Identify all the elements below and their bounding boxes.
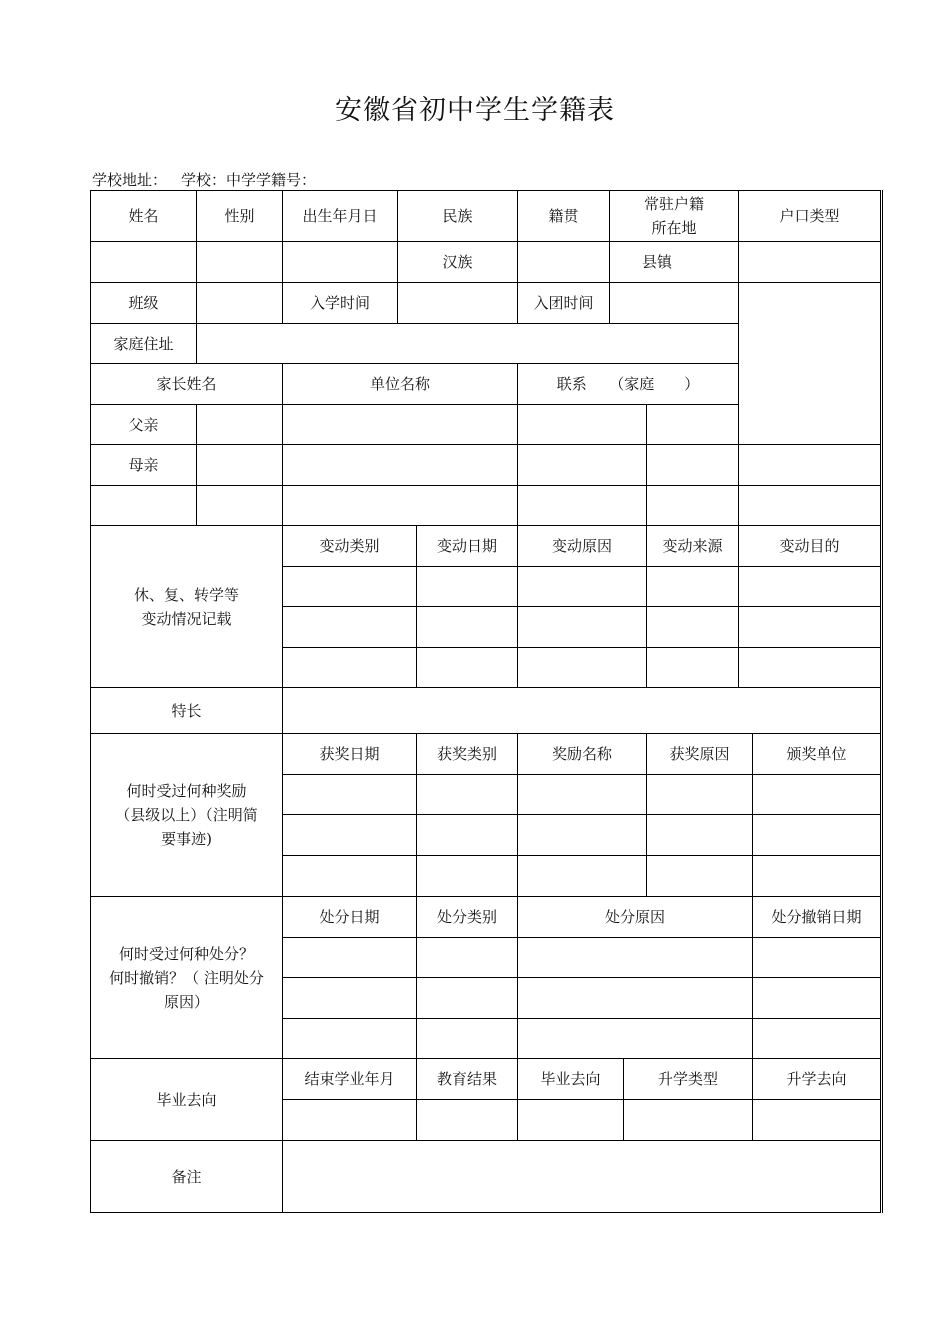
class-label: 班级 bbox=[91, 282, 196, 323]
awards-cell bbox=[646, 855, 752, 896]
specialty-label: 特长 bbox=[91, 687, 282, 733]
awards-cell bbox=[517, 774, 646, 814]
table-outer-edge bbox=[882, 190, 883, 1213]
birth-value bbox=[282, 241, 397, 282]
awards-cell bbox=[282, 774, 416, 814]
form-title: 安徽省初中学生学籍表 bbox=[335, 95, 615, 126]
other-parent-contact-2 bbox=[646, 485, 738, 525]
hukou-header bbox=[609, 191, 738, 241]
student-no-label: 中学学籍号： bbox=[226, 171, 317, 189]
hukou-header-line1: 常驻户籍 bbox=[643, 195, 704, 213]
awards-cell bbox=[416, 774, 517, 814]
punish-cell bbox=[752, 1018, 880, 1058]
mother-contact-1 bbox=[517, 444, 646, 485]
gender-value bbox=[196, 241, 282, 282]
punish-cell bbox=[752, 937, 880, 977]
league-time-label: 入团时间 bbox=[517, 282, 609, 323]
punish-cell bbox=[752, 977, 880, 1018]
graduation-label: 毕业去向 bbox=[91, 1058, 282, 1140]
awards-cell bbox=[646, 814, 752, 855]
mother-extra bbox=[738, 444, 880, 485]
changes-label-line2: 变动情况记载 bbox=[141, 609, 232, 628]
punish-cell bbox=[517, 937, 752, 977]
awards-cell bbox=[416, 855, 517, 896]
awards-header-reason: 获奖原因 bbox=[646, 733, 752, 774]
awards-label bbox=[91, 733, 282, 896]
other-parent-name bbox=[196, 485, 282, 525]
native-value bbox=[517, 241, 609, 282]
changes-label-line1: 休、复、转学等 bbox=[133, 585, 239, 604]
hukou-value: 县镇 bbox=[609, 241, 738, 282]
changes-cell bbox=[517, 566, 646, 606]
punish-label-line2: 何时撤销？（ 注明处分 bbox=[109, 968, 264, 987]
native-header: 籍贯 bbox=[517, 191, 609, 241]
punish-header-date: 处分日期 bbox=[282, 896, 416, 937]
graduation-header-result: 教育结果 bbox=[416, 1058, 517, 1099]
address-label: 家庭住址 bbox=[91, 323, 196, 363]
birth-header: 出生年月日 bbox=[282, 191, 397, 241]
photo-area bbox=[738, 282, 880, 444]
changes-header-reason: 变动原因 bbox=[517, 525, 646, 566]
form-meta bbox=[92, 169, 330, 190]
other-parent-extra bbox=[738, 485, 880, 525]
graduation-header-destination: 毕业去向 bbox=[517, 1058, 623, 1099]
changes-cell bbox=[738, 606, 880, 647]
awards-label-line3: 要事迹) bbox=[161, 830, 212, 848]
changes-cell bbox=[738, 647, 880, 687]
enroll-time-value bbox=[397, 282, 517, 323]
father-contact-2 bbox=[646, 404, 738, 444]
graduation-cell bbox=[517, 1099, 623, 1140]
mother-contact-2 bbox=[646, 444, 738, 485]
awards-label-line1: 何时受过何种奖励 bbox=[126, 782, 247, 800]
punish-cell bbox=[282, 977, 416, 1018]
hukou-type-header: 户口类型 bbox=[738, 191, 880, 241]
graduation-header-type: 升学类型 bbox=[623, 1058, 752, 1099]
other-parent-contact-1 bbox=[517, 485, 646, 525]
punish-label bbox=[91, 896, 282, 1058]
changes-header-purpose: 变动目的 bbox=[738, 525, 880, 566]
changes-cell bbox=[416, 647, 517, 687]
changes-cell bbox=[646, 566, 738, 606]
parent-unit-header: 单位名称 bbox=[282, 363, 517, 404]
changes-cell bbox=[646, 647, 738, 687]
remarks-label: 备注 bbox=[91, 1140, 282, 1212]
specialty-value bbox=[282, 687, 880, 733]
hukou-header-line2: 所在地 bbox=[651, 219, 697, 237]
other-parent-unit bbox=[282, 485, 517, 525]
punish-cell bbox=[282, 1018, 416, 1058]
changes-cell bbox=[282, 647, 416, 687]
punish-label-line1: 何时受过何种处分？ bbox=[118, 944, 254, 963]
changes-cell bbox=[738, 566, 880, 606]
changes-cell bbox=[517, 647, 646, 687]
awards-label-line2: （县级以上）（注明简 bbox=[115, 806, 258, 824]
punish-cell bbox=[416, 937, 517, 977]
father-unit bbox=[282, 404, 517, 444]
punish-cell bbox=[517, 977, 752, 1018]
punish-label-line3: 原因） bbox=[163, 992, 209, 1011]
changes-cell bbox=[416, 566, 517, 606]
name-value bbox=[91, 241, 196, 282]
ethnic-value: 汉族 bbox=[397, 241, 517, 282]
punish-cell bbox=[416, 1018, 517, 1058]
enroll-time-label: 入学时间 bbox=[282, 282, 397, 323]
awards-header-type: 获奖类别 bbox=[416, 733, 517, 774]
awards-cell bbox=[282, 855, 416, 896]
punish-cell bbox=[416, 977, 517, 1018]
awards-header-date: 获奖日期 bbox=[282, 733, 416, 774]
awards-cell bbox=[416, 814, 517, 855]
parent-name-header: 家长姓名 bbox=[91, 363, 282, 404]
awards-cell bbox=[517, 814, 646, 855]
punish-cell bbox=[517, 1018, 752, 1058]
league-time-value bbox=[609, 282, 738, 323]
graduation-cell bbox=[282, 1099, 416, 1140]
awards-cell bbox=[282, 814, 416, 855]
school-label: 学校： bbox=[181, 171, 227, 189]
changes-cell bbox=[282, 566, 416, 606]
mother-unit bbox=[282, 444, 517, 485]
address-value bbox=[196, 323, 738, 363]
changes-header-source: 变动来源 bbox=[646, 525, 738, 566]
graduation-cell bbox=[416, 1099, 517, 1140]
awards-cell bbox=[646, 774, 752, 814]
changes-header-date: 变动日期 bbox=[416, 525, 517, 566]
awards-cell bbox=[752, 814, 880, 855]
changes-header-type: 变动类别 bbox=[282, 525, 416, 566]
graduation-header-end-date: 结束学业年月 bbox=[282, 1058, 416, 1099]
awards-cell bbox=[517, 855, 646, 896]
gender-header: 性别 bbox=[196, 191, 282, 241]
remarks-value bbox=[282, 1140, 880, 1212]
class-value bbox=[196, 282, 282, 323]
father-contact-1 bbox=[517, 404, 646, 444]
register-table bbox=[90, 190, 881, 1213]
graduation-header-school: 升学去向 bbox=[752, 1058, 880, 1099]
school-address-label: 学校地址： bbox=[92, 171, 168, 189]
punish-header-revoke-date: 处分撤销日期 bbox=[752, 896, 880, 937]
father-name bbox=[196, 404, 282, 444]
awards-header-name: 奖励名称 bbox=[517, 733, 646, 774]
punish-header-type: 处分类别 bbox=[416, 896, 517, 937]
changes-cell bbox=[646, 606, 738, 647]
mother-name bbox=[196, 444, 282, 485]
awards-cell bbox=[752, 774, 880, 814]
father-label: 父亲 bbox=[91, 404, 196, 444]
other-parent-label bbox=[91, 485, 196, 525]
changes-cell bbox=[282, 606, 416, 647]
changes-cell bbox=[416, 606, 517, 647]
awards-header-issuer: 颁奖单位 bbox=[752, 733, 880, 774]
hukou-type-value bbox=[738, 241, 880, 282]
awards-cell bbox=[752, 855, 880, 896]
parent-contact-header: 联系 （家庭 ） bbox=[517, 363, 738, 404]
graduation-cell bbox=[752, 1099, 880, 1140]
name-header: 姓名 bbox=[128, 207, 159, 225]
punish-header-reason: 处分原因 bbox=[517, 896, 752, 937]
punish-cell bbox=[282, 937, 416, 977]
ethnic-header: 民族 bbox=[397, 191, 517, 241]
changes-label bbox=[91, 525, 282, 687]
mother-label: 母亲 bbox=[91, 444, 196, 485]
changes-cell bbox=[517, 606, 646, 647]
graduation-cell bbox=[623, 1099, 752, 1140]
